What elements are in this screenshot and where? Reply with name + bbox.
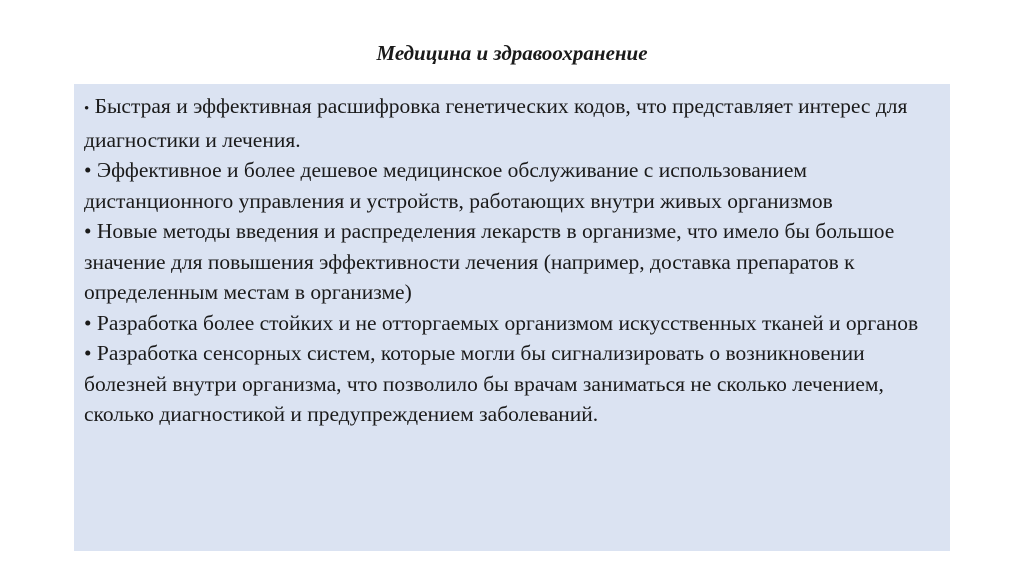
bullet-icon: • — [84, 310, 92, 335]
bullet-text: Эффективное и более дешевое медицинское обслуживание с использованием дистанционного управления и устройств, работающих внутри живых организмов — [84, 158, 833, 213]
slide-title: Медицина и здравоохранение — [376, 41, 648, 65]
list-item — [84, 91, 940, 155]
bullet-text: Разработка сенсорных систем, которые могли бы сигнализировать о возникновении болезней внутри организма, что позволило бы врачам заниматься не сколько лечением, сколько диагностикой и предупреждением заболеваний. — [84, 341, 884, 426]
bullet-icon: • — [84, 219, 92, 243]
list-item — [84, 308, 940, 339]
bullet-icon: • — [84, 158, 92, 182]
bullet-text: Новые методы введения и распределения лекарств в организме, что имело бы большое значение для повышения эффективности лечения (например, доставка препаратов к определенным местам в организме) — [84, 219, 895, 304]
bullet-icon: • — [84, 341, 92, 365]
list-item — [84, 155, 940, 216]
list-item — [84, 338, 940, 430]
bullet-list — [84, 91, 940, 430]
bullet-text: Быстрая и эффективная расшифровка генетических кодов, что представляет интерес для диагностики и лечения. — [84, 94, 908, 152]
list-item — [84, 216, 940, 308]
content-box — [74, 84, 950, 551]
bullet-icon: • — [84, 101, 90, 117]
bullet-text: Разработка более стойких и не отторгаемых организмом искусственных тканей и органов — [96, 310, 919, 335]
